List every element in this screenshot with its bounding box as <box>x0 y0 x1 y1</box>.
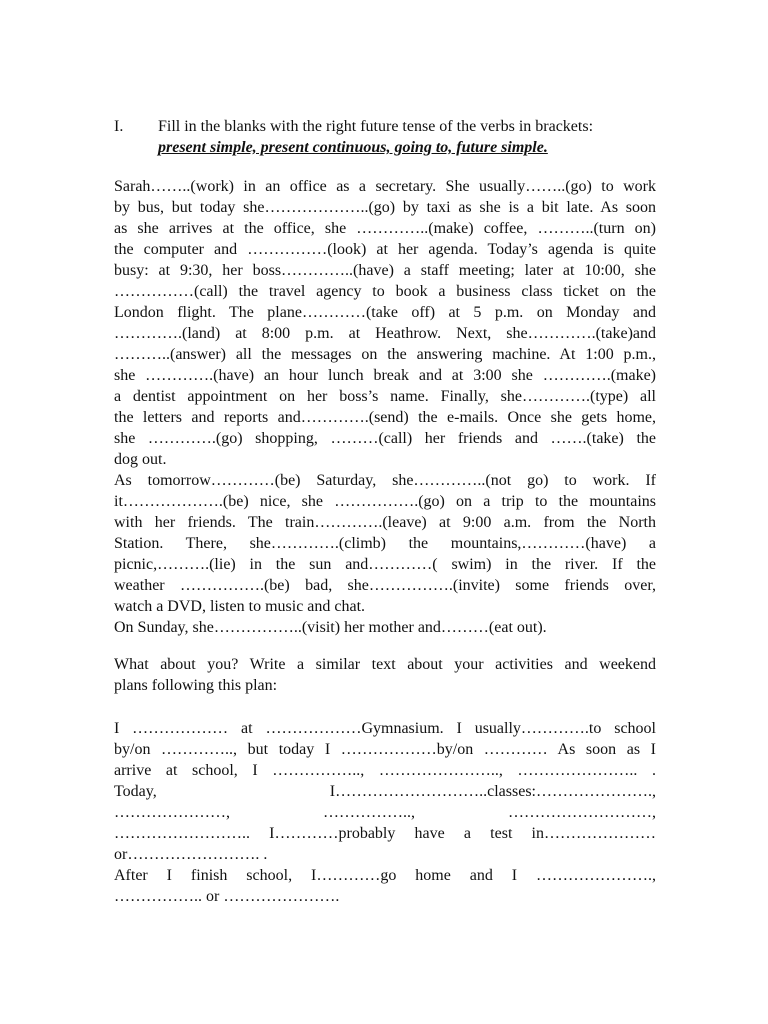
exercise-instruction: Fill in the blanks with the right future tense of the verbs in brackets: <box>158 118 594 135</box>
passage-line: she ………….(go) shopping, ………(call) her friends and …….(take) the <box>114 430 656 447</box>
passage-line: ………..(answer) all the messages on the answering machine. At 1:00 p.m., <box>114 346 656 363</box>
task-prompt <box>114 654 656 696</box>
task-line: What about you? Write a similar text about your activities and weekend <box>114 656 656 673</box>
passage-line: London flight. The plane…………(take off) at 5 p.m. on Monday and <box>114 304 656 321</box>
passage-line: Station. There, she………….(climb) the mountains,…………(have) a <box>114 535 656 552</box>
exercise-tenses: present simple, present continuous, going to, future simple. <box>158 139 548 156</box>
passage-line: On Sunday, she……………..(visit) her mother and………(eat out). <box>114 619 547 636</box>
template-line: I ……………… at ………………Gymnasium. I usually………….to school <box>114 720 656 737</box>
passage-line: with her friends. The train………….(leave) at 9:00 a.m. from the North <box>114 514 656 531</box>
passage-line: as she arrives at the office, she …………..(make) coffee, ………..(turn on) <box>114 220 656 237</box>
passage-line: the letters and reports and………….(send) the e-mails. Once she gets home, <box>114 409 656 426</box>
passage-line: the computer and ……………(look) at her agenda. Today’s agenda is quite <box>114 241 656 258</box>
passage-line: weather …………….(be) bad, she…………….(invite) some friends over, <box>114 577 656 594</box>
task-line: plans following this plan: <box>114 677 278 694</box>
passage-line: busy: at 9:30, her boss…………..(have) a staff meeting; later at 10:00, she <box>114 262 656 279</box>
passage-line: a dentist appointment on her boss’s name. Finally, she………….(type) all <box>114 388 656 405</box>
template-line: After I finish school, I…………go home and I …………………., <box>114 867 656 884</box>
passage-line: it……………….(be) nice, she …………….(go) on a trip to the mountains <box>114 493 656 510</box>
passage-line: she ………….(have) an hour lunch break and at 3:00 she ………….(make) <box>114 367 656 384</box>
passage-line: ……………(call) the travel agency to book a business class ticket on the <box>114 283 656 300</box>
writing-template <box>114 718 656 907</box>
passage-line: ………….(land) at 8:00 p.m. at Heathrow. Next, she………….(take)and <box>114 325 656 342</box>
exercise-number: I. <box>114 118 124 135</box>
passage-line: Sarah……..(work) in an office as a secretary. She usually……..(go) to work <box>114 178 656 195</box>
template-line: …………….. or …………………. <box>114 888 340 905</box>
template-line: Today, I………………………..classes:…………………., <box>114 783 656 800</box>
passage-line: As tomorrow…………(be) Saturday, she…………..(not go) to work. If <box>114 472 656 489</box>
template-line: arrive at school, I …………….., ………………….., ………………….. . <box>114 762 656 779</box>
passage-line: picnic,……….(lie) in the sun and…………( swim) in the river. If the <box>114 556 656 573</box>
passage-line: by bus, but today she………………..(go) by taxi as she is a bit late. As soon <box>114 199 656 216</box>
passage-line: dog out. <box>114 451 167 468</box>
template-line: …………………, …………….., ………………………, <box>114 804 656 821</box>
template-line: by/on ………….., but today I ………………by/on ………… As soon as I <box>114 741 656 758</box>
passage <box>114 176 656 638</box>
passage-line: watch a DVD, listen to music and chat. <box>114 598 366 615</box>
template-line: …………………….. I…………probably have a test in………………… <box>114 825 656 842</box>
template-line: or……………………. . <box>114 846 268 863</box>
